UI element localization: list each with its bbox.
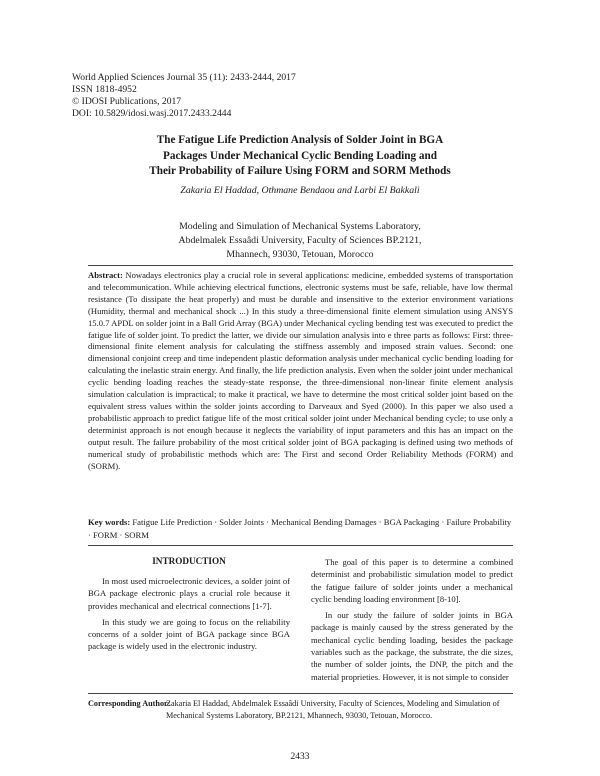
paragraph: The goal of this paper is to determine a combined determinist and probabilistic simulation model to predict the fatigue failure of solder joints under a mechanical cyclic bending loading environment [8-10]. <box>311 557 513 604</box>
corresponding-label: Corresponding Author: <box>88 699 171 708</box>
title-line: Packages Under Mechanical Cyclic Bending Loading and <box>163 149 437 162</box>
corresponding-author <box>88 698 528 721</box>
keywords <box>88 516 513 542</box>
journal-citation: World Applied Sciences Journal 35 (11): 2433-2444, 2017 <box>72 72 296 83</box>
footnote-rule <box>88 693 513 694</box>
authors: Zakaria El Haddad, Othmane Bendaou and Larbi El Bakkali <box>180 185 420 196</box>
journal-header <box>72 72 296 120</box>
paragraph: In this study we are going to focus on the reliability concerns of a solder joint of BGA package since BGA package is widely used in the electronic industry. <box>88 616 290 652</box>
doi: DOI: 10.5829/idosi.wasj.2017.2433.2444 <box>72 108 232 119</box>
corresponding-text: Zakaria El Haddad, Abdelmalek Essaâdi University, Faculty of Sciences, Modeling and Simulation of Mechanical Systems Laboratory, BP.2121, Mhannech, 93030, Tetouan, Morocco. <box>166 699 500 720</box>
abstract-text: Nowadays electronics play a crucial role in several applications: medicine, embedded systems of transportation and telecommunication. While achieving electrical functions, electronic systems must be safe, reliable, have low thermal resistance (To dissipate the heat properly) and must be durable and insensitive to the exterior environment variations (Humidity, thermal and mechanical shock ...) In this study a three-dimensional finite element simulation using ANSYS 15.0.7 APDL on solder joint in a Ball Grid Array (BGA) under Mechanical cycling bending test was executed to predict the fatigue life of solder joint. To predict the latter, we divide our simulation analysis into e three parts as follows: First: three-dimensional finite element analysis for calculating the stiffness assembly and imposed strain values. Second: one dimensional conjoint creep and time independent plastic deformation analysis under mechanical cyclic bending loading for calculating the inelastic strain energy. And finally, the life prediction analysis. Even when the solder joint under mechanical cyclic bending loading reaches the steady-state response, the three-dimensional non-linear finite element analysis simulation calculation is impractical; to make it practical, we have to determine the most critical solder joint based on the equivalent stress values within the solder joints according to Darveaux and Syed (2000). In this paper we also used a probabilistic approach to predict fatigue life of the most critical solder joint under Mechanical bending cycle; to use only a determinist approach is not enough because it neglects the variability of input parameters and this has an impact on the output result. The failure probability of the most critical solder joint of BGA packaging is defined using two methods of numerical study of probabilistic methods which are: The First and second Order Reliability Methods (FORM) and (SORM). <box>88 270 513 471</box>
abstract <box>88 270 513 472</box>
copyright: © IDOSI Publications, 2017 <box>72 96 182 107</box>
title-line: Their Probability of Failure Using FORM and SORM Methods <box>149 165 451 177</box>
affiliation-line: Modeling and Simulation of Mechanical Systems Laboratory, <box>179 221 421 232</box>
issn: ISSN 1818-4952 <box>72 84 137 95</box>
affiliation <box>60 220 540 262</box>
affiliation-line: Abdelmalek Essaâdi University, Faculty of Sciences BP.2121, <box>178 235 422 246</box>
page-number: 2433 <box>290 752 310 762</box>
paragraph: In most used microelectronic devices, a solder joint of BGA package electronic plays a crucial role because it provides mechanical and electrical connections [1-7]. <box>88 576 290 611</box>
keywords-label: Key words: <box>88 517 131 527</box>
keywords-text: Fatigue Life Prediction · Solder Joints · Mechanical Bending Damages · BGA Packaging · Failure Probability · FORM · SORM <box>88 517 512 540</box>
affiliation-line: Mhannech, 93030, Tetouan, Morocco <box>226 249 374 260</box>
title-line: The Fatigue Life Prediction Analysis of Solder Joint in BGA <box>156 134 444 146</box>
right-column <box>311 556 513 687</box>
section-heading: INTRODUCTION <box>152 556 226 566</box>
abstract-label: Abstract: <box>88 270 123 280</box>
paper-title <box>60 133 540 180</box>
keywords-bottom-rule <box>88 545 513 546</box>
paragraph: In our study the failure of solder joints in BGA package is mainly caused by the stress generated by the mechanical cyclic bending loading, besides the package variables such as the package, the substrate, the die sizes, the number of solder joints, the DNP, the pitch and the material proprieties. However, it is not simple to consider <box>311 610 513 682</box>
left-column <box>88 575 290 657</box>
abstract-top-rule <box>88 265 513 266</box>
